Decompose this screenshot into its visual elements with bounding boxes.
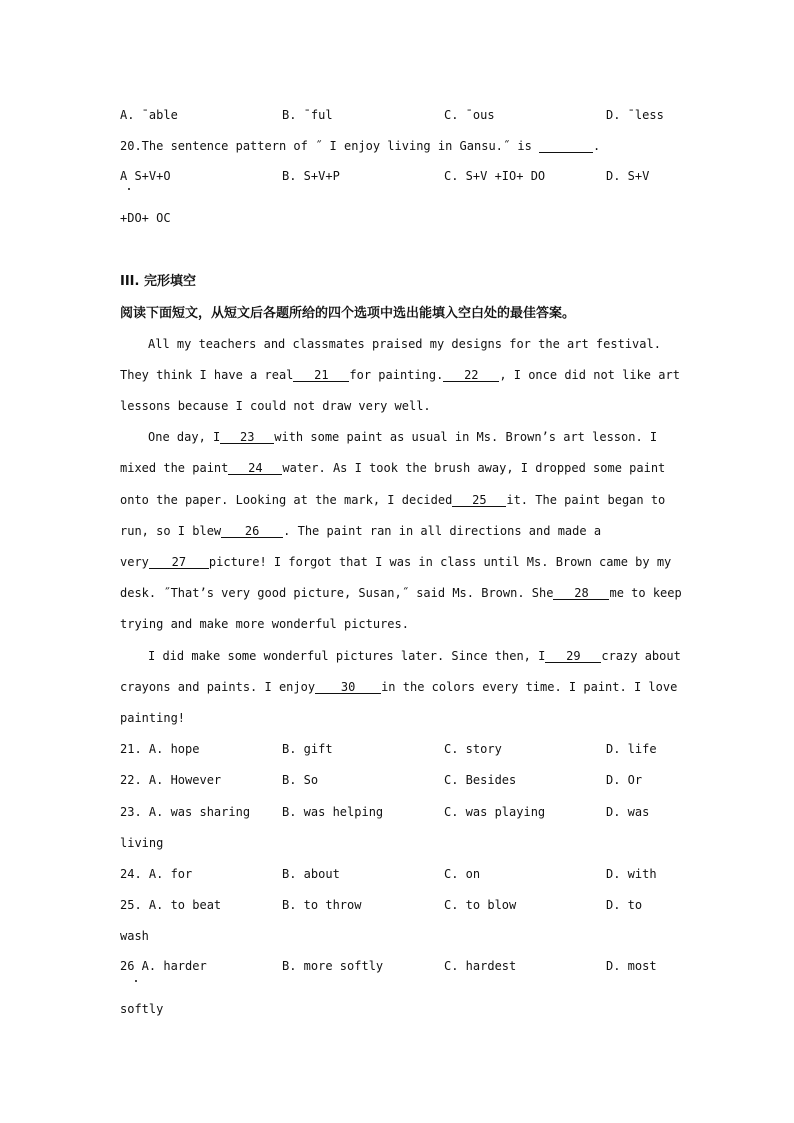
passage-line <box>120 586 682 600</box>
passage-text: , I once did not like art <box>499 368 680 382</box>
blank-29: 29 <box>545 650 601 663</box>
q22-option-c: C. Besides <box>444 773 517 787</box>
q26-option-a: 26 A. harder <box>120 959 207 973</box>
q26-option-d: D. most <box>606 959 657 973</box>
q20-option-d-wrap: +DO+ OC <box>120 211 171 225</box>
q23-option-d: D. was <box>606 805 650 819</box>
blank-21: 21 <box>293 369 349 382</box>
passage-text: . The paint ran in all directions and made a <box>283 524 602 538</box>
section-title: III. 完形填空 <box>120 274 196 289</box>
q23-option-a: 23. A. was sharing <box>120 805 251 819</box>
passage-text: desk. ˝That’s very good picture, Susan,˝ said Ms. Brown. She <box>120 586 554 600</box>
q25-option-c: C. to blow <box>444 898 517 912</box>
q19-option-a: A. ¯able <box>120 108 178 122</box>
q22-option-d: D. Or <box>606 773 643 787</box>
q20-option-b: B. S+V+P <box>282 169 340 183</box>
q26-option-d-wrap: softly <box>120 1002 164 1016</box>
q24-option-a: 24. A. for <box>120 867 193 881</box>
q21-option-d: D. life <box>606 742 657 756</box>
blank-23: 23 <box>220 431 274 444</box>
q20-stem <box>120 139 600 153</box>
q22-option-a: 22. A. However <box>120 773 222 787</box>
passage-line <box>120 680 677 694</box>
passage-text: mixed the paint <box>120 461 229 475</box>
q23-option-d-wrap: living <box>120 836 164 850</box>
q19-option-c: C. ¯ous <box>444 108 495 122</box>
q25-option-d: D. to <box>606 898 643 912</box>
q25-option-b: B. to throw <box>282 898 362 912</box>
passage-line <box>120 461 665 475</box>
q22-option-b: B. So <box>282 773 319 787</box>
passage-line <box>148 649 681 663</box>
blank-30: 30 <box>315 681 381 694</box>
passage-line <box>120 524 601 538</box>
passage-text: in the colors every time. I paint. I love <box>381 680 678 694</box>
q25-option-a: 25. A. to beat <box>120 898 222 912</box>
passage-text: onto the paper. Looking at the mark, I decided <box>120 493 453 507</box>
q24-option-c: C. on <box>444 867 481 881</box>
q19-option-b: B. ¯ful <box>282 108 333 122</box>
blank-25: 25 <box>452 494 506 507</box>
q20-stem-end: . <box>593 139 601 153</box>
q24-option-d: D. with <box>606 867 657 881</box>
blank-28: 28 <box>553 587 609 600</box>
q19-option-d: D. ¯less <box>606 108 664 122</box>
passage-line <box>148 430 657 444</box>
passage-text: They think I have a real <box>120 368 294 382</box>
passage-text: run, so I blew <box>120 524 222 538</box>
q20-option-d: D. S+V <box>606 169 650 183</box>
q20-stem-text: 20.The sentence pattern of ˝ I enjoy living in Gansu.˝ is <box>120 139 540 153</box>
passage-text: me to keep <box>609 586 682 600</box>
passage-text: picture! I forgot that I was in class until Ms. Brown came by my <box>208 555 672 569</box>
passage-text: crazy about <box>601 649 681 663</box>
emphasis-dot <box>128 188 130 190</box>
passage-text: for painting. <box>349 368 444 382</box>
q23-option-b: B. was helping <box>282 805 384 819</box>
passage-line: All my teachers and classmates praised my designs for the art festival. <box>148 337 661 351</box>
blank-22: 22 <box>443 369 499 382</box>
passage-text: I did make some wonderful pictures later. Since then, I <box>148 649 546 663</box>
passage-text: crayons and paints. I enjoy <box>120 680 316 694</box>
section-instruction: 阅读下面短文，从短文后各题所给的四个选项中选出能填入空白处的最佳答案。 <box>120 306 576 321</box>
q21-option-a: 21. A. hope <box>120 742 200 756</box>
passage-text: One day, I <box>148 430 221 444</box>
passage-text: very <box>120 555 149 569</box>
q21-option-c: C. story <box>444 742 502 756</box>
passage-text: water. As I took the brush away, I dropped some paint <box>282 461 666 475</box>
blank-24: 24 <box>228 462 282 475</box>
q25-option-d-wrap: wash <box>120 929 149 943</box>
passage-line: lessons because I could not draw very well. <box>120 399 431 413</box>
q26-option-b: B. more softly <box>282 959 384 973</box>
passage-line <box>120 555 671 569</box>
passage-text: with some paint as usual in Ms. Brown’s art lesson. I <box>274 430 658 444</box>
q26-option-c: C. hardest <box>444 959 517 973</box>
q20-answer-blank <box>539 140 593 153</box>
emphasis-dot <box>135 980 137 982</box>
blank-26: 26 <box>221 525 283 538</box>
q24-option-b: B. about <box>282 867 340 881</box>
passage-text: it. The paint began to <box>506 493 666 507</box>
q21-option-b: B. gift <box>282 742 333 756</box>
q20-option-c: C. S+V +IO+ DO <box>444 169 546 183</box>
passage-line: trying and make more wonderful pictures. <box>120 617 409 631</box>
blank-27: 27 <box>149 556 209 569</box>
passage-line <box>120 368 680 382</box>
q23-option-c: C. was playing <box>444 805 546 819</box>
passage-line: painting! <box>120 711 186 725</box>
passage-line <box>120 493 665 507</box>
q20-option-a: A S+V+O <box>120 169 171 183</box>
